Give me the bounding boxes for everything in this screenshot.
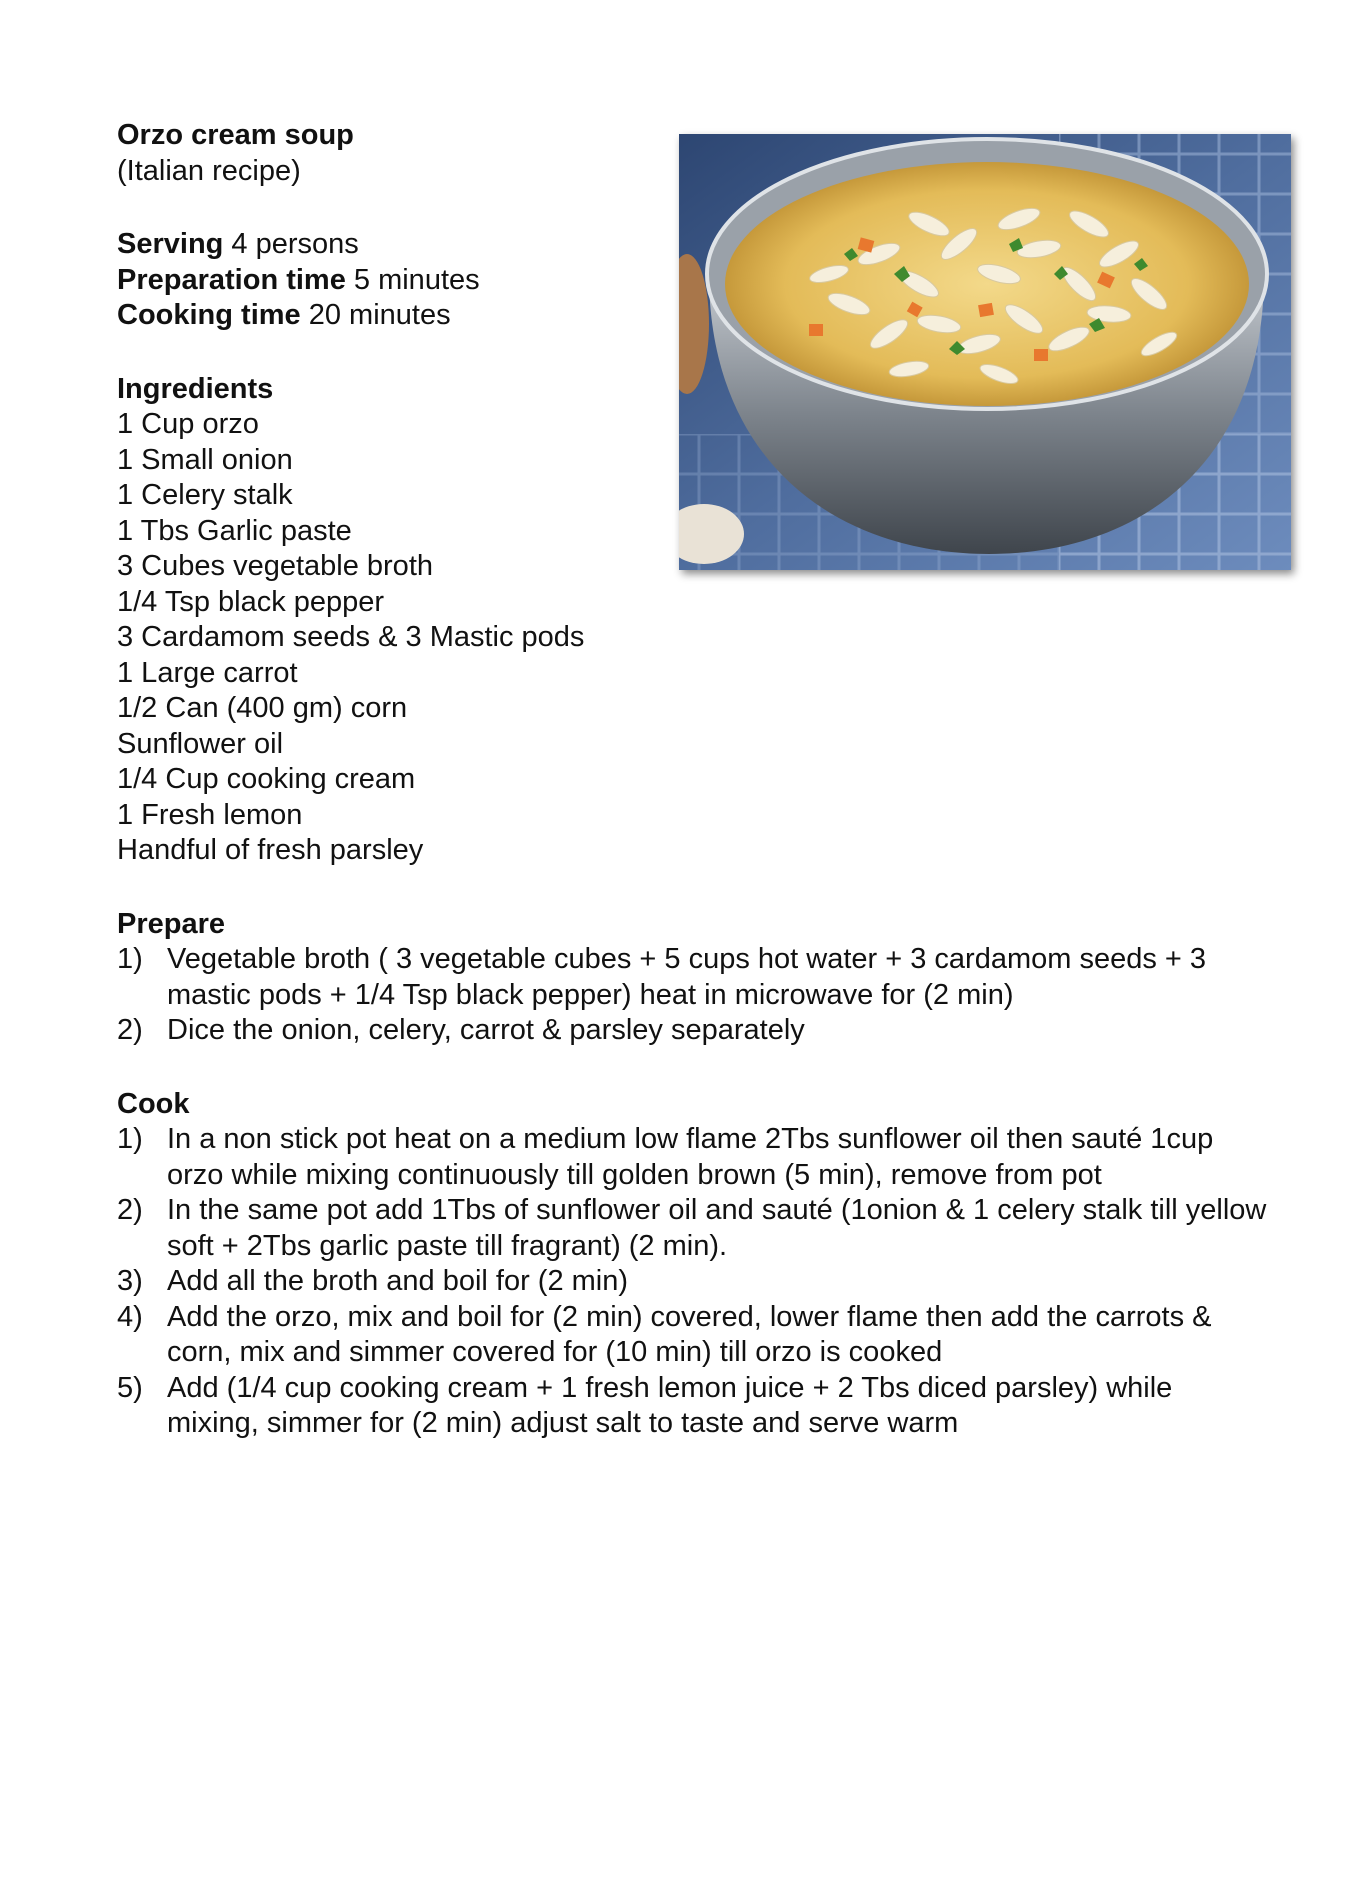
soup-bowl-illustration <box>679 134 1291 570</box>
prepare-heading: Prepare <box>117 907 226 940</box>
soup-photo <box>679 134 1291 570</box>
prepare-step <box>117 1013 1267 1049</box>
recipe-title: Orzo cream soup <box>117 119 354 151</box>
step-number: 1) <box>117 943 143 975</box>
ingredient-item: 1/4 Cup cooking cream <box>117 763 416 795</box>
step-text: Vegetable broth ( 3 vegetable cubes + 5 cups hot water + 3 cardamom seeds + 3 mastic pods + 1/4 Tsp black pepper) heat in microwave for (2 min) <box>167 943 1207 1011</box>
ingredient-item: 1 Large carrot <box>117 656 298 689</box>
recipe-subtitle: (Italian recipe) <box>117 154 301 187</box>
step-number: 2) <box>117 1194 143 1226</box>
ingredient-item: 1/4 Tsp black pepper <box>117 585 385 618</box>
step-number: 3) <box>117 1265 143 1297</box>
ingredient-item: Handful of fresh parsley <box>117 834 424 866</box>
ingredient-item: 1 Tbs Garlic paste <box>117 514 352 547</box>
cook-time-value: 20 minutes <box>300 299 451 331</box>
cook-step <box>117 1300 1267 1371</box>
prep-time-value: 5 minutes <box>345 263 480 296</box>
prepare-step <box>117 942 1267 1013</box>
ingredient-item: 1/2 Can (400 gm) corn <box>117 692 408 724</box>
ingredients-heading: Ingredients <box>117 372 274 405</box>
ingredient-item: 1 Celery stalk <box>117 479 293 511</box>
prepare-steps <box>117 942 1257 1049</box>
step-text: In a non stick pot heat on a medium low flame 2Tbs sunflower oil then sauté 1cup orzo while mixing continuously till golden brown (5 min), remove from pot <box>167 1123 1214 1191</box>
prep-time-label: Preparation time <box>117 263 346 296</box>
cook-step <box>117 1371 1267 1442</box>
ingredient-item: Sunflower oil <box>117 727 284 760</box>
step-number: 1) <box>117 1123 143 1155</box>
serving-label: Serving <box>117 228 224 260</box>
cook-step <box>117 1264 1267 1300</box>
ingredient-item: 3 Cubes vegetable broth <box>117 550 433 582</box>
ingredient-item: 1 Cup orzo <box>117 408 259 440</box>
cook-step <box>117 1193 1267 1264</box>
cook-time-label: Cooking time <box>117 299 301 331</box>
step-text: Add the orzo, mix and boil for (2 min) covered, lower flame then add the carrots & corn, mix and simmer covered for (10 min) till orzo is cooked <box>167 1300 1212 1368</box>
step-text: Add (1/4 cup cooking cream + 1 fresh lemon juice + 2 Tbs diced parsley) while mixing, simmer for (2 min) adjust salt to taste and serve warm <box>167 1371 1173 1439</box>
cook-steps <box>117 1122 1267 1442</box>
step-text: Dice the onion, celery, carrot & parsley separately <box>167 1014 805 1046</box>
ingredient-item: 1 Small onion <box>117 443 293 476</box>
cook-heading: Cook <box>117 1087 190 1120</box>
serving-value: 4 persons <box>223 228 359 260</box>
step-number: 2) <box>117 1014 143 1046</box>
ingredient-item: 1 Fresh lemon <box>117 798 303 831</box>
step-number: 5) <box>117 1371 143 1404</box>
step-text: In the same pot add 1Tbs of sunflower oil and sauté (1onion & 1 celery stalk till yellow soft + 2Tbs garlic paste till fragrant) (2 min). <box>167 1194 1267 1262</box>
step-text: Add all the broth and boil for (2 min) <box>167 1265 629 1297</box>
cook-step <box>117 1122 1267 1193</box>
ingredient-item: 3 Cardamom seeds & 3 Mastic pods <box>117 621 585 653</box>
step-number: 4) <box>117 1300 143 1333</box>
